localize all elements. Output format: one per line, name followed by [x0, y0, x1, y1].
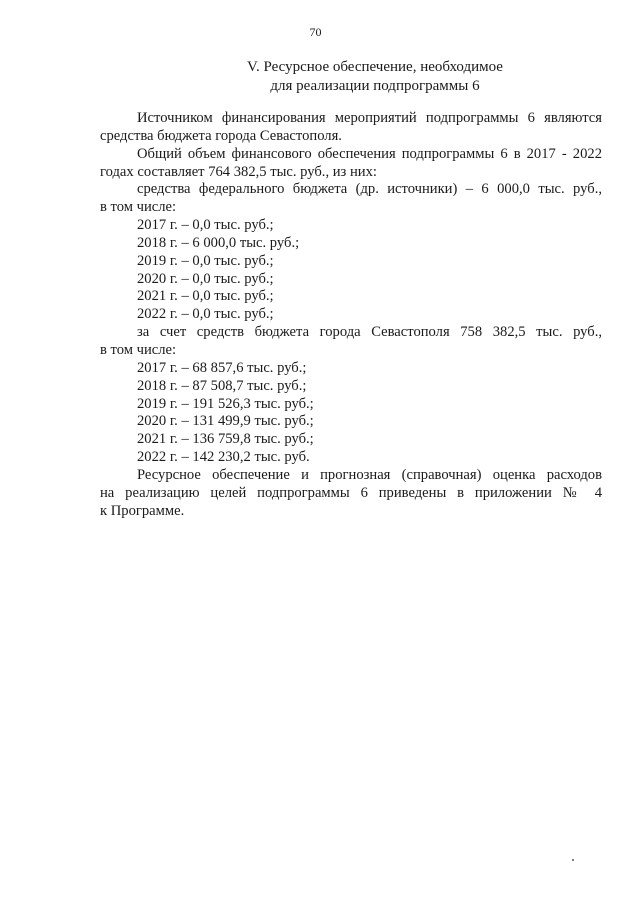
- body-line: на реализацию целей подпрограммы 6 приведены в приложении № 4: [100, 484, 602, 501]
- body-line: 2022 г. – 0,0 тыс. руб.;: [137, 306, 274, 323]
- body-line: к Программе.: [100, 502, 185, 519]
- body-line: 2021 г. – 136 759,8 тыс. руб.;: [137, 431, 314, 448]
- body-line: 2021 г. – 0,0 тыс. руб.;: [137, 288, 274, 305]
- body-line: 2017 г. – 0,0 тыс. руб.;: [137, 217, 274, 234]
- body-line: Ресурсное обеспечение и прогнозная (справочная) оценка расходов: [137, 466, 602, 483]
- body-line: 2017 г. – 68 857,6 тыс. руб.;: [137, 359, 307, 376]
- page-number: 70: [309, 25, 322, 39]
- scan-speck: [572, 859, 574, 861]
- body-line: за счет средств бюджета города Севастополя 758 382,5 тыс. руб.,: [137, 324, 602, 341]
- body-line: в том числе:: [100, 199, 177, 216]
- body-line: 2018 г. – 6 000,0 тыс. руб.;: [137, 234, 300, 251]
- section-heading-line-2: для реализации подпрограммы 6: [270, 78, 480, 94]
- body-line: Источником финансирования мероприятий подпрограммы 6 являются: [137, 110, 602, 126]
- body-line: Общий объем финансового обеспечения подпрограммы 6 в 2017 - 2022: [137, 145, 602, 162]
- body-line: 2019 г. – 191 526,3 тыс. руб.;: [137, 395, 314, 412]
- body-line: 2019 г. – 0,0 тыс. руб.;: [137, 252, 274, 269]
- body-line: 2022 г. – 142 230,2 тыс. руб.: [137, 449, 310, 466]
- document-body: [100, 110, 602, 520]
- body-line: 2020 г. – 131 499,9 тыс. руб.;: [137, 413, 314, 430]
- section-heading-line-1: V. Ресурсное обеспечение, необходимое: [247, 59, 503, 75]
- body-line: средства федерального бюджета (др. источники) – 6 000,0 тыс. руб.,: [137, 181, 602, 198]
- body-line: средства бюджета города Севастополя.: [100, 127, 342, 144]
- body-line: 2018 г. – 87 508,7 тыс. руб.;: [137, 377, 307, 394]
- section-heading: [120, 58, 630, 96]
- body-line: годах составляет 764 382,5 тыс. руб., из них:: [100, 163, 377, 180]
- body-line: в том числе:: [100, 341, 177, 358]
- body-line: 2020 г. – 0,0 тыс. руб.;: [137, 270, 274, 287]
